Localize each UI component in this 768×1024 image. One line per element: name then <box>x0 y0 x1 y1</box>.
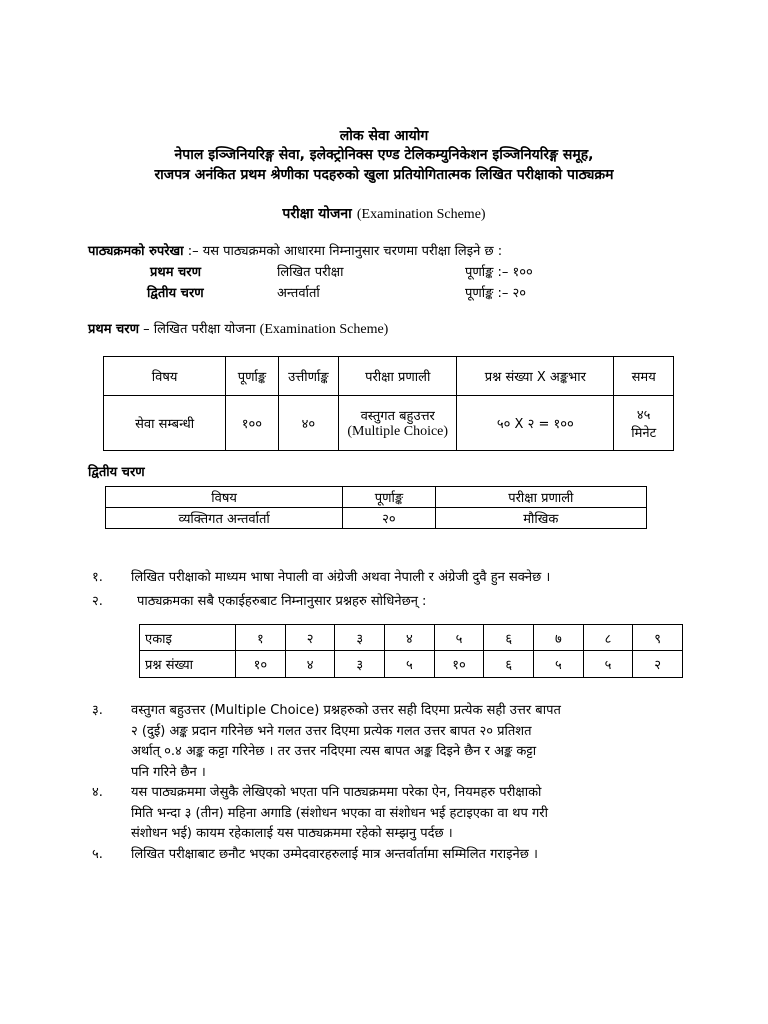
header-full-marks: पूर्णाङ्क <box>226 357 278 396</box>
header-time: समय <box>614 357 674 396</box>
note-number: ३. <box>92 703 103 718</box>
time-value: ४५ <box>636 408 651 423</box>
row-label-question-count: प्रश्न संख्या <box>140 651 236 678</box>
table-header-row <box>104 357 674 396</box>
count-cell: २ <box>633 651 683 678</box>
unit-cell: १ <box>235 625 285 651</box>
note-3-line: पनि गरिने छैन । <box>131 765 206 780</box>
note-1: लिखित परीक्षाको माध्यम भाषा नेपाली वा अंग्रेजी अथवा नेपाली र अंग्रेजी दुवै हुन सक्नेछ । <box>131 570 551 585</box>
unit-cell: ४ <box>385 625 435 651</box>
cell-exam-method: मौखिक <box>435 508 646 529</box>
header-pass-marks: उत्तीर्णाङ्क <box>278 357 339 396</box>
note-2: पाठ्यक्रमका सबै एकाईहरुबाट निम्नानुसार प्रश्नहरु सोधिनेछन् : <box>137 594 427 609</box>
table-row <box>140 651 683 678</box>
method-np: वस्तुगत बहुउत्तर <box>360 409 435 424</box>
method-en: (Multiple Choice) <box>347 424 449 439</box>
table-row <box>106 508 647 529</box>
header-exam-method: परीक्षा प्रणाली <box>339 357 457 396</box>
table-row <box>104 396 674 451</box>
note-number: १. <box>92 570 103 585</box>
unit-cell: ७ <box>534 625 584 651</box>
unit-cell: ९ <box>633 625 683 651</box>
cell-time <box>614 396 674 451</box>
count-cell: ६ <box>484 651 534 678</box>
cell-full-marks: २० <box>343 508 435 529</box>
count-cell: ३ <box>335 651 385 678</box>
scheme-title <box>0 203 768 223</box>
unit-cell: २ <box>285 625 335 651</box>
row-label-unit: एकाइ <box>140 625 236 651</box>
unit-cell: ५ <box>434 625 484 651</box>
cell-pass-marks: ४० <box>278 396 339 451</box>
scheme-title-en: (Examination Scheme) <box>356 207 486 222</box>
second-stage-heading: द्वितीय चरण <box>88 465 145 480</box>
note-number: ४. <box>92 785 103 800</box>
header-exam-method: परीक्षा प्रणाली <box>435 487 646 508</box>
cell-exam-method <box>339 396 457 451</box>
unit-cell: ८ <box>583 625 633 651</box>
cell-subject: सेवा सम्बन्धी <box>104 396 226 451</box>
stage1-type: लिखित परीक्षा <box>277 265 344 280</box>
cell-question-weight: ५० X २ = १०० <box>457 396 614 451</box>
note-3-line: अर्थात् ०.४ अङ्क कट्टा गरिनेछ । तर उत्तर नदिएमा त्यस बापत अङ्क दिइने छैन र अङ्क कट्टा <box>131 744 537 759</box>
outline-text: :– यस पाठ्यक्रमको आधारमा निम्नानुसार चरणमा परीक्षा लिइने छ : <box>187 244 503 259</box>
count-cell: १० <box>235 651 285 678</box>
table-row <box>140 625 683 651</box>
table-header-row <box>106 487 647 508</box>
outline-label: पाठ्यक्रमको रुपरेखा <box>88 244 184 259</box>
service-group: नेपाल इञ्जिनियरिङ्ग सेवा, इलेक्ट्रोनिक्स एण्ड टेलिकम्युनिकेशन इञ्जिनियरिङ्ग समूह, <box>174 147 594 163</box>
stage1-name: प्रथम चरण <box>150 265 201 280</box>
note-3-line: २ (दुई) अङ्क प्रदान गरिनेछ भने गलत उत्तर दिएमा प्रत्येक गलत उत्तर बापत २० प्रतिशत <box>131 724 532 739</box>
stage2-marks: पूर्णाङ्क :– २० <box>465 286 527 301</box>
count-cell: १० <box>434 651 484 678</box>
header-question-weight: प्रश्न संख्या X अङ्कभार <box>457 357 614 396</box>
first-stage-desc-en: (Examination Scheme) <box>259 322 389 337</box>
time-unit: मिनेट <box>631 426 657 441</box>
cell-full-marks: १०० <box>226 396 278 451</box>
unit-cell: ६ <box>484 625 534 651</box>
first-stage-heading <box>88 319 388 338</box>
stage1-marks: पूर्णाङ्क :– १०० <box>465 265 533 280</box>
interview-table <box>105 486 647 529</box>
note-5: लिखित परीक्षाबाट छनौट भएका उम्मेदवारहरुलाई मात्र अन्तर्वार्तामा सम्मिलित गराइनेछ । <box>131 847 538 862</box>
note-4-line: संशोधन भई) कायम रहेकालाई यस पाठ्यक्रममा रहेको सम्झनु पर्दछ । <box>131 826 453 841</box>
first-stage-desc: – लिखित परीक्षा योजना <box>143 322 256 337</box>
outline-line <box>88 241 502 259</box>
count-cell: ५ <box>534 651 584 678</box>
cell-subject: व्यक्तिगत अन्तर्वार्ता <box>106 508 343 529</box>
note-number: २. <box>92 594 103 609</box>
first-stage-label: प्रथम चरण <box>88 322 139 337</box>
count-cell: ५ <box>385 651 435 678</box>
header-subject: विषय <box>104 357 226 396</box>
header-subject: विषय <box>106 487 343 508</box>
unit-questions-table <box>139 624 683 678</box>
count-cell: ४ <box>285 651 335 678</box>
stage2-name: द्वितीय चरण <box>147 286 204 301</box>
unit-cell: ३ <box>335 625 385 651</box>
scheme-title-np: परीक्षा योजना <box>282 206 352 222</box>
count-cell: ५ <box>583 651 633 678</box>
note-number: ५. <box>92 847 103 862</box>
stage2-type: अन्तर्वार्ता <box>277 286 320 301</box>
syllabus-title: राजपत्र अनंकित प्रथम श्रेणीका पदहरुको खुला प्रतियोगितात्मक लिखित परीक्षाको पाठ्यक्रम <box>154 167 614 183</box>
org-name: लोक सेवा आयोग <box>339 128 429 144</box>
note-4-line: यस पाठ्यक्रममा जेसुकै लेखिएको भएता पनि पाठ्यक्रममा परेका ऐन, नियमहरु परीक्षाको <box>131 785 542 800</box>
header-full-marks: पूर्णाङ्क <box>343 487 435 508</box>
exam-scheme-table <box>103 356 674 451</box>
note-3-line: वस्तुगत बहुउत्तर (Multiple Choice) प्रश्नहरुको उत्तर सही दिएमा प्रत्येक सही उत्तर बापत <box>131 703 561 718</box>
note-4-line: मिति भन्दा ३ (तीन) महिना अगाडि (संशोधन भएका वा संशोधन भई हटाइएका वा थप गरी <box>131 806 548 821</box>
